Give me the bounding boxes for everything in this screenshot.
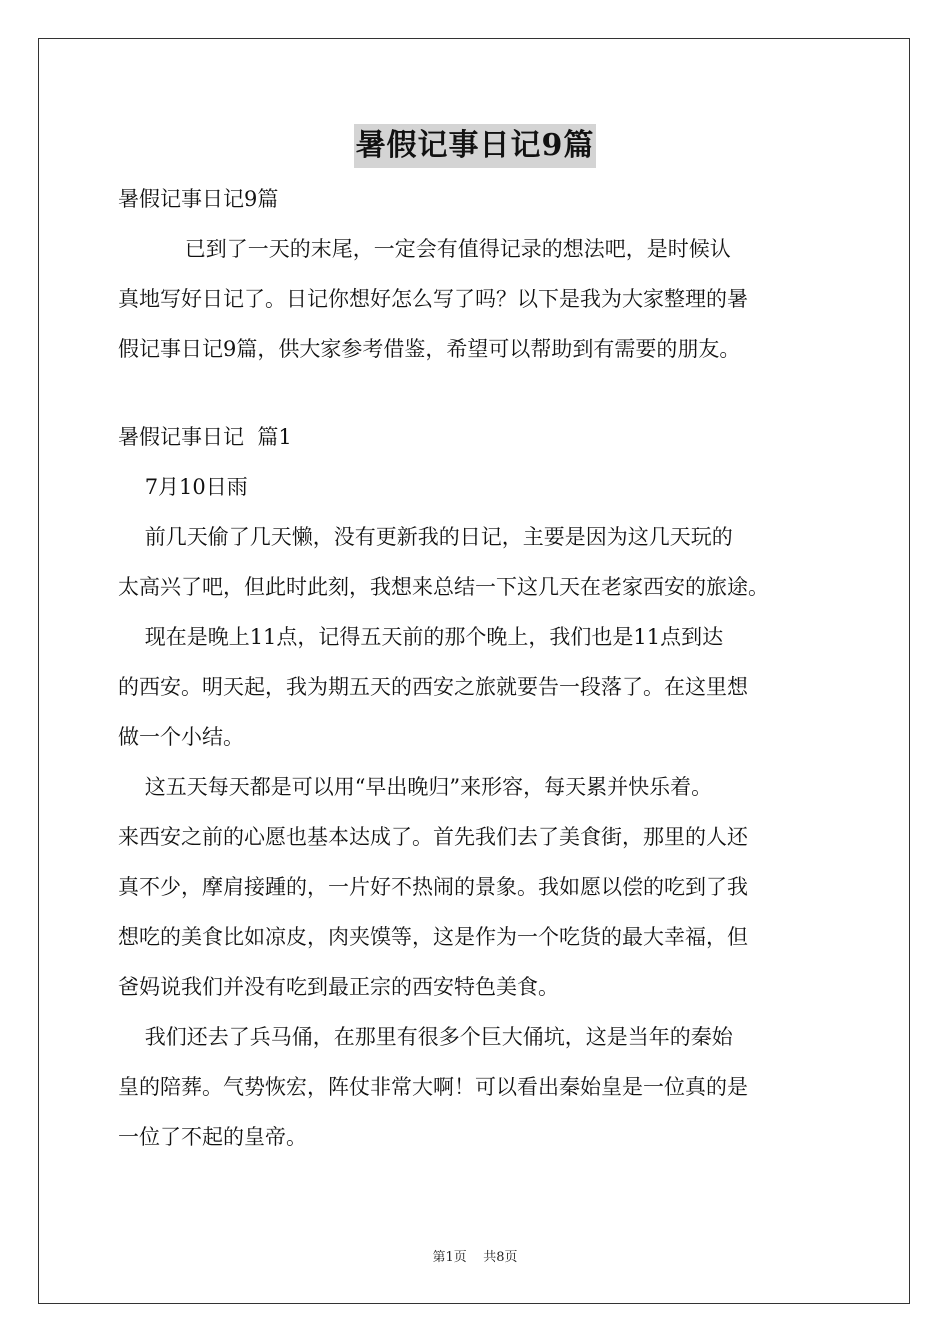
page-total: 共8页 xyxy=(483,1250,518,1265)
intro-line: 真地写好日记了。日记你想好怎么写了吗？以下是我为大家整理的暑 xyxy=(118,287,748,311)
paragraph xyxy=(118,768,834,1006)
paragraph-line: 一位了不起的皇帝。 xyxy=(118,1125,307,1149)
paragraph-line: 前几天偷了几天懒，没有更新我的日记，主要是因为这几天玩的 xyxy=(118,525,733,549)
paragraph-line: 现在是晚上11点，记得五天前的那个晚上，我们也是11点到达 xyxy=(118,625,724,649)
title-container xyxy=(0,124,950,168)
document-body xyxy=(118,180,834,1156)
paragraph xyxy=(118,1018,834,1156)
date-line: 7月10日雨 xyxy=(118,475,248,499)
document-subtitle: 暑假记事日记9篇 xyxy=(118,187,279,211)
page-footer xyxy=(0,1246,950,1265)
intro-paragraph xyxy=(118,230,834,368)
paragraph-line: 做一个小结。 xyxy=(118,725,244,749)
section-heading: 暑假记事日记 篇1 xyxy=(118,425,292,449)
paragraph-line: 爸妈说我们并没有吃到最正宗的西安特色美食。 xyxy=(118,975,559,999)
intro-line: 已到了一天的末尾，一定会有值得记录的想法吧，是时候认 xyxy=(118,237,731,261)
paragraph-line: 我们还去了兵马俑，在那里有很多个巨大俑坑，这是当年的秦始 xyxy=(118,1025,733,1049)
paragraph-line: 来西安之前的心愿也基本达成了。首先我们去了美食街，那里的人还 xyxy=(118,825,748,849)
paragraph xyxy=(118,618,834,756)
paragraph-line: 想吃的美食比如凉皮，肉夹馍等，这是作为一个吃货的最大幸福，但 xyxy=(118,925,748,949)
page-number: 第1页 xyxy=(432,1250,467,1265)
paragraph-line: 太高兴了吧，但此时此刻，我想来总结一下这几天在老家西安的旅途。 xyxy=(118,575,769,599)
intro-line: 假记事日记9篇，供大家参考借鉴，希望可以帮助到有需要的朋友。 xyxy=(118,337,741,361)
paragraph-line: 皇的陪葬。气势恢宏，阵仗非常大啊！可以看出秦始皇是一位真的是 xyxy=(118,1075,748,1099)
document-title: 暑假记事日记9篇 xyxy=(354,124,597,168)
paragraph-line: 真不少，摩肩接踵的，一片好不热闹的景象。我如愿以偿的吃到了我 xyxy=(118,875,748,899)
paragraph-line: 的西安。明天起，我为期五天的西安之旅就要告一段落了。在这里想 xyxy=(118,675,748,699)
paragraph-line: 这五天每天都是可以用“早出晚归”来形容，每天累并快乐着。 xyxy=(118,775,713,799)
paragraph xyxy=(118,518,834,606)
